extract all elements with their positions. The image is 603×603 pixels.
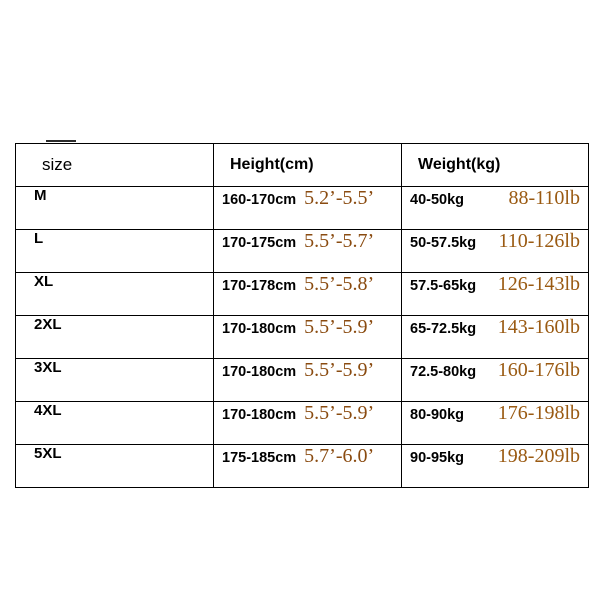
height-ft-value: 5.2’-5.5’ bbox=[304, 187, 375, 209]
height-cm-value: 170-178cm bbox=[222, 278, 297, 294]
cell-weight bbox=[402, 230, 589, 273]
height-ft-value: 5.5’-5.8’ bbox=[304, 273, 375, 295]
cell-size bbox=[16, 359, 214, 402]
size-chart-table bbox=[15, 143, 589, 488]
size-chart-container bbox=[15, 143, 588, 488]
table-row bbox=[16, 316, 589, 359]
cell-weight bbox=[402, 359, 589, 402]
weight-lb-value: 176-198lb bbox=[497, 402, 580, 424]
size-label: XL bbox=[34, 273, 54, 290]
cell-weight bbox=[402, 402, 589, 445]
height-cm-value: 170-180cm bbox=[222, 407, 297, 423]
table-row bbox=[16, 445, 589, 488]
height-ft-value: 5.5’-5.9’ bbox=[304, 316, 375, 338]
cell-size bbox=[16, 402, 214, 445]
weight-lb-value: 160-176lb bbox=[497, 359, 580, 381]
cell-height bbox=[214, 445, 402, 488]
weight-lb-value: 88-110lb bbox=[508, 187, 580, 209]
height-cm-value: 170-180cm bbox=[222, 321, 297, 337]
cell-height bbox=[214, 230, 402, 273]
header-label-height: Height(cm) bbox=[230, 156, 314, 173]
cell-weight bbox=[402, 445, 589, 488]
cell-height bbox=[214, 273, 402, 316]
height-cm-value: 175-185cm bbox=[222, 450, 297, 466]
header-cell-weight bbox=[402, 144, 589, 187]
table-row bbox=[16, 273, 589, 316]
weight-lb-value: 110-126lb bbox=[498, 230, 580, 252]
weight-lb-value: 143-160lb bbox=[497, 316, 580, 338]
weight-lb-value: 126-143lb bbox=[497, 273, 580, 295]
cell-height bbox=[214, 316, 402, 359]
cell-weight bbox=[402, 187, 589, 230]
size-label: 3XL bbox=[34, 359, 62, 376]
weight-kg-value: 72.5-80kg bbox=[410, 364, 477, 380]
size-label: 2XL bbox=[34, 316, 62, 333]
header-label-size: size bbox=[42, 155, 73, 174]
table-row bbox=[16, 230, 589, 273]
weight-kg-value: 65-72.5kg bbox=[410, 321, 477, 337]
cell-size bbox=[16, 187, 214, 230]
height-cm-value: 160-170cm bbox=[222, 192, 297, 208]
size-label: M bbox=[34, 187, 47, 204]
size-label: 5XL bbox=[34, 445, 62, 462]
height-cm-value: 170-175cm bbox=[222, 235, 297, 251]
cell-height bbox=[214, 187, 402, 230]
size-label: L bbox=[34, 230, 44, 247]
cell-weight bbox=[402, 316, 589, 359]
cell-size bbox=[16, 445, 214, 488]
cell-height bbox=[214, 402, 402, 445]
size-label: 4XL bbox=[34, 402, 62, 419]
weight-lb-value: 198-209lb bbox=[497, 445, 580, 467]
height-ft-value: 5.5’-5.7’ bbox=[304, 230, 375, 252]
cell-size bbox=[16, 316, 214, 359]
table-row bbox=[16, 402, 589, 445]
weight-kg-value: 90-95kg bbox=[410, 450, 465, 466]
height-ft-value: 5.5’-5.9’ bbox=[304, 402, 375, 424]
cell-size bbox=[16, 273, 214, 316]
table-row bbox=[16, 359, 589, 402]
weight-kg-value: 57.5-65kg bbox=[410, 278, 477, 294]
cell-size bbox=[16, 230, 214, 273]
top-divider-mark bbox=[46, 140, 76, 142]
cell-height bbox=[214, 359, 402, 402]
table-row bbox=[16, 187, 589, 230]
height-cm-value: 170-180cm bbox=[222, 364, 297, 380]
table-header-row bbox=[16, 144, 589, 187]
height-ft-value: 5.7’-6.0’ bbox=[304, 445, 375, 467]
weight-kg-value: 50-57.5kg bbox=[410, 235, 477, 251]
header-label-weight: Weight(kg) bbox=[418, 156, 501, 173]
weight-kg-value: 80-90kg bbox=[410, 407, 465, 423]
height-ft-value: 5.5’-5.9’ bbox=[304, 359, 375, 381]
weight-kg-value: 40-50kg bbox=[410, 192, 465, 208]
header-cell-size bbox=[16, 144, 214, 187]
header-cell-height bbox=[214, 144, 402, 187]
cell-weight bbox=[402, 273, 589, 316]
